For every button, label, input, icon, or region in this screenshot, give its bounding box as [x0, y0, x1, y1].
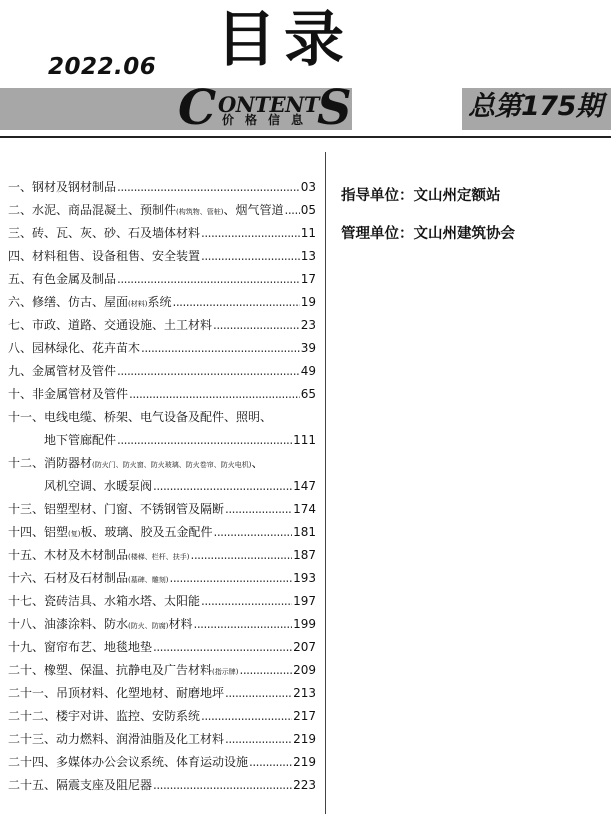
- toc-leader-dots: [117, 176, 300, 199]
- toc-entry-title-text: 材料租售、设备租售、安全装置: [32, 249, 201, 263]
- toc-leader-dots: [225, 682, 292, 705]
- toc-entry-title-text: 有色金属及制品: [32, 272, 117, 286]
- toc-entry-page: 147: [293, 479, 316, 493]
- toc-entry-title: [44, 659, 238, 684]
- toc-entry[interactable]: [8, 406, 316, 452]
- toc-entry-number: 二十、: [8, 663, 45, 677]
- toc-entry-continuation: 风机空调、水暖泵阀: [44, 479, 153, 493]
- toc-entry-note: (复): [68, 530, 81, 538]
- toc-entry-number: 七、: [8, 318, 33, 332]
- toc-entry-title-suffix: 、烟气管道: [223, 203, 284, 217]
- toc-entry-number: 三、: [8, 226, 33, 240]
- guide-unit: 指导单位：文山州定额站: [341, 188, 501, 204]
- toc-entry-title-text: 楼宇对讲、监控、安防系统: [56, 709, 201, 723]
- toc-entry[interactable]: [8, 728, 316, 751]
- toc-leader-dots: [225, 498, 292, 521]
- header-band-gap: [352, 88, 462, 130]
- toc-entry-title: [44, 590, 200, 613]
- toc-entry[interactable]: [8, 682, 316, 705]
- issue-number: 总第175期: [468, 91, 603, 122]
- toc-leader-dots: [117, 429, 292, 452]
- toc-entry-title-text: 铝塑: [44, 525, 69, 539]
- toc-leader-dots: [141, 337, 300, 360]
- toc-entry-title: [32, 291, 172, 316]
- toc-entry-page: 187: [293, 548, 316, 562]
- toc-leader-dots: [201, 222, 300, 245]
- toc-leader-dots: [129, 383, 300, 406]
- toc-entry-title: [56, 682, 224, 705]
- toc-entry-title-text: 石材及石材制品: [44, 571, 129, 585]
- toc-leader-dots: [201, 245, 300, 268]
- toc-entry-page: 05: [300, 203, 316, 217]
- toc-entry-number: 六、: [8, 295, 33, 309]
- toc-leader-dots: [240, 659, 293, 682]
- toc-entry[interactable]: [8, 383, 316, 406]
- toc-entry-title: [56, 728, 224, 751]
- toc-entry-page: 213: [293, 686, 316, 700]
- toc-entry-title: [32, 199, 284, 224]
- toc-entry-number: 二十三、: [8, 732, 57, 746]
- toc-entry-page: 19: [300, 295, 316, 309]
- toc-entry-number: 二十二、: [8, 709, 57, 723]
- toc-entry[interactable]: [8, 751, 316, 774]
- page-title: 目录: [216, 5, 352, 75]
- toc-entry-title: [32, 383, 128, 406]
- toc-entry[interactable]: [8, 199, 316, 222]
- toc-entry-title-suffix: 、: [251, 456, 264, 470]
- toc-entry-title-text: 金属管材及管件: [32, 364, 117, 378]
- toc-entry-number: 十四、: [8, 525, 45, 539]
- toc-leader-dots: [201, 590, 292, 613]
- toc-entry-note: (材料): [128, 300, 148, 308]
- toc-entry-number: 十三、: [8, 502, 45, 516]
- toc-entry-title: [44, 613, 193, 638]
- toc-leader-dots: [153, 774, 292, 797]
- toc-entry-title-text: 修缮、仿古、屋面: [32, 295, 129, 309]
- toc-entry-number: 二、: [8, 203, 33, 217]
- toc-entry[interactable]: [8, 314, 316, 337]
- toc-entry-number: 一、: [8, 180, 33, 194]
- toc-entry-number: 十九、: [8, 640, 45, 654]
- toc-entry-page: 49: [300, 364, 316, 378]
- header-divider: [0, 136, 611, 138]
- toc-entry[interactable]: [8, 452, 316, 498]
- toc-entry-title: [44, 498, 224, 521]
- toc-entry-note: (楼梯、栏杆、扶手): [128, 553, 190, 561]
- toc-entry-number: 十八、: [8, 617, 45, 631]
- contents-logo-c: C: [178, 80, 217, 136]
- toc-entry-title-text: 电线电缆、桥架、电气设备及配件、照明、: [44, 410, 273, 424]
- toc-entry-page: 65: [300, 387, 316, 401]
- toc-entry-title: [56, 774, 152, 797]
- toc-entry-title-text: 瓷砖洁具、水箱水塔、太阳能: [44, 594, 201, 608]
- toc-entry[interactable]: [8, 498, 316, 521]
- toc-entry-title-suffix: 板、玻璃、胶及五金配件: [80, 525, 213, 539]
- toc-entry-title-text: 钢材及钢材制品: [32, 180, 117, 194]
- toc-entry-number: 二十四、: [8, 755, 57, 769]
- toc-entry-title: [32, 222, 200, 245]
- toc-entry-title: [32, 337, 140, 360]
- toc-entry[interactable]: [8, 659, 316, 682]
- manage-unit: 管理单位：文山州建筑协会: [341, 226, 515, 242]
- toc-entry-title-text: 水泥、商品混凝土、预制件: [32, 203, 177, 217]
- toc-entry-page: 197: [293, 594, 316, 608]
- toc-leader-dots: [117, 360, 300, 383]
- toc-entry[interactable]: [8, 222, 316, 245]
- toc-entry-number: 十七、: [8, 594, 45, 608]
- toc-entry-title: [32, 268, 116, 291]
- toc-entry-number: 九、: [8, 364, 33, 378]
- toc-leader-dots: [249, 751, 292, 774]
- toc-entry-title-suffix: 系统: [147, 295, 172, 309]
- toc-entry-title-text: 窗帘布艺、地毯地垫: [44, 640, 153, 654]
- toc-entry-title: [44, 544, 189, 569]
- contents-subtitle: 价格信息: [222, 113, 315, 127]
- toc-entry-number: 十六、: [8, 571, 45, 585]
- toc-entry-number: 十一、: [8, 410, 45, 424]
- toc-leader-dots: [214, 521, 293, 544]
- toc-entry-page: 209: [293, 663, 316, 677]
- toc-leader-dots: [225, 728, 292, 751]
- toc-leader-dots: [153, 475, 292, 498]
- toc-leader-dots: [153, 636, 292, 659]
- toc-entry-title-text: 市政、道路、交通设施、土工材料: [32, 318, 213, 332]
- toc-entry-page: 11: [300, 226, 316, 240]
- toc-entry-page: 111: [293, 433, 316, 447]
- toc-entry[interactable]: [8, 590, 316, 613]
- contents-logo-s: S: [317, 80, 352, 136]
- toc-entry[interactable]: [8, 705, 316, 728]
- toc-entry[interactable]: [8, 567, 316, 590]
- toc-leader-dots: [213, 314, 300, 337]
- toc-leader-dots: [173, 291, 300, 314]
- toc-entry[interactable]: [8, 337, 316, 360]
- toc-entry-number: 五、: [8, 272, 33, 286]
- toc-entry[interactable]: [8, 245, 316, 268]
- toc-entry-number: 二十一、: [8, 686, 57, 700]
- toc-entry-number: 四、: [8, 249, 33, 263]
- toc-leader-dots: [117, 268, 300, 291]
- toc-entry-title-text: 园林绿化、花卉苗木: [32, 341, 141, 355]
- contents-logo-word: ONTENT: [218, 92, 319, 117]
- toc-leader-dots: [194, 613, 293, 636]
- table-of-contents: [8, 176, 316, 797]
- toc-entry[interactable]: [8, 176, 316, 199]
- toc-entry-page: 174: [293, 502, 316, 516]
- toc-entry-title-suffix: 材料: [168, 617, 193, 631]
- toc-entry-note: (构筑物、管桩): [176, 208, 224, 216]
- toc-entry-page: 13: [300, 249, 316, 263]
- toc-entry-page: 23: [300, 318, 316, 332]
- toc-entry-title-text: 非金属管材及管件: [32, 387, 129, 401]
- toc-entry-title: [56, 751, 248, 774]
- toc-entry-title: [44, 521, 213, 546]
- toc-entry-page: 217: [293, 709, 316, 723]
- toc-entry-title: [44, 406, 272, 429]
- toc-entry-title-text: 铝塑型材、门窗、不锈钢管及隔断: [44, 502, 225, 516]
- toc-entry-title-text: 砖、瓦、灰、砂、石及墙体材料: [32, 226, 201, 240]
- toc-entry-page: 17: [300, 272, 316, 286]
- toc-entry-page: 03: [300, 180, 316, 194]
- toc-entry-continuation: 地下管廊配件: [44, 433, 117, 447]
- toc-entry-title-text: 消防器材: [44, 456, 93, 470]
- toc-entry-title-text: 多媒体办公会议系统、体育运动设施: [56, 755, 249, 769]
- toc-entry-title: [44, 452, 264, 477]
- toc-entry-title: [56, 705, 200, 728]
- toc-entry-title: [32, 176, 116, 199]
- toc-entry-page: 199: [293, 617, 316, 631]
- toc-entry-page: 39: [300, 341, 316, 355]
- toc-entry-title: [32, 314, 212, 337]
- toc-entry-note: (墓碑、雕刻): [128, 576, 169, 584]
- toc-entry-number: 十二、: [8, 456, 45, 470]
- toc-entry-number: 二十五、: [8, 778, 57, 792]
- toc-entry-page: 181: [293, 525, 316, 539]
- toc-entry-page: 219: [293, 755, 316, 769]
- toc-entry[interactable]: [8, 521, 316, 544]
- toc-leader-dots: [170, 567, 293, 590]
- toc-entry[interactable]: [8, 613, 316, 636]
- toc-entry[interactable]: [8, 774, 316, 797]
- organization-info: [341, 184, 515, 260]
- toc-entry-note: (防火、防腐): [128, 622, 169, 630]
- toc-entry-title: [32, 245, 200, 268]
- toc-entry-page: 207: [293, 640, 316, 654]
- toc-entry-title-text: 吊顶材料、化塑地材、耐磨地坪: [56, 686, 225, 700]
- toc-entry-title: [32, 360, 116, 383]
- toc-leader-dots: [191, 544, 293, 567]
- issue-date: 2022.06: [48, 54, 157, 80]
- toc-entry-title: [44, 636, 152, 659]
- toc-entry[interactable]: [8, 544, 316, 567]
- toc-entry-page: 219: [293, 732, 316, 746]
- toc-leader-dots: [201, 705, 292, 728]
- toc-entry[interactable]: [8, 268, 316, 291]
- toc-entry-page: 223: [293, 778, 316, 792]
- toc-entry-title: [44, 567, 168, 592]
- toc-entry[interactable]: [8, 636, 316, 659]
- toc-entry-title-text: 油漆涂料、防水: [44, 617, 129, 631]
- toc-entry[interactable]: [8, 360, 316, 383]
- toc-entry-title-text: 木材及木材制品: [44, 548, 129, 562]
- toc-entry-page: 193: [293, 571, 316, 585]
- toc-entry-title-text: 隔震支座及阻尼器: [56, 778, 153, 792]
- toc-entry-note: (指示牌): [212, 668, 239, 676]
- toc-entry-number: 八、: [8, 341, 33, 355]
- column-divider: [325, 152, 326, 814]
- toc-leader-dots: [285, 199, 300, 222]
- toc-entry-title-text: 动力燃料、润滑油脂及化工材料: [56, 732, 225, 746]
- toc-entry[interactable]: [8, 291, 316, 314]
- toc-entry-note: (防火门、防火窗、防火玻璃、防火卷帘、防火电机): [92, 461, 252, 469]
- toc-entry-number: 十五、: [8, 548, 45, 562]
- toc-entry-title-text: 橡塑、保温、抗静电及广告材料: [44, 663, 213, 677]
- toc-entry-number: 十、: [8, 387, 33, 401]
